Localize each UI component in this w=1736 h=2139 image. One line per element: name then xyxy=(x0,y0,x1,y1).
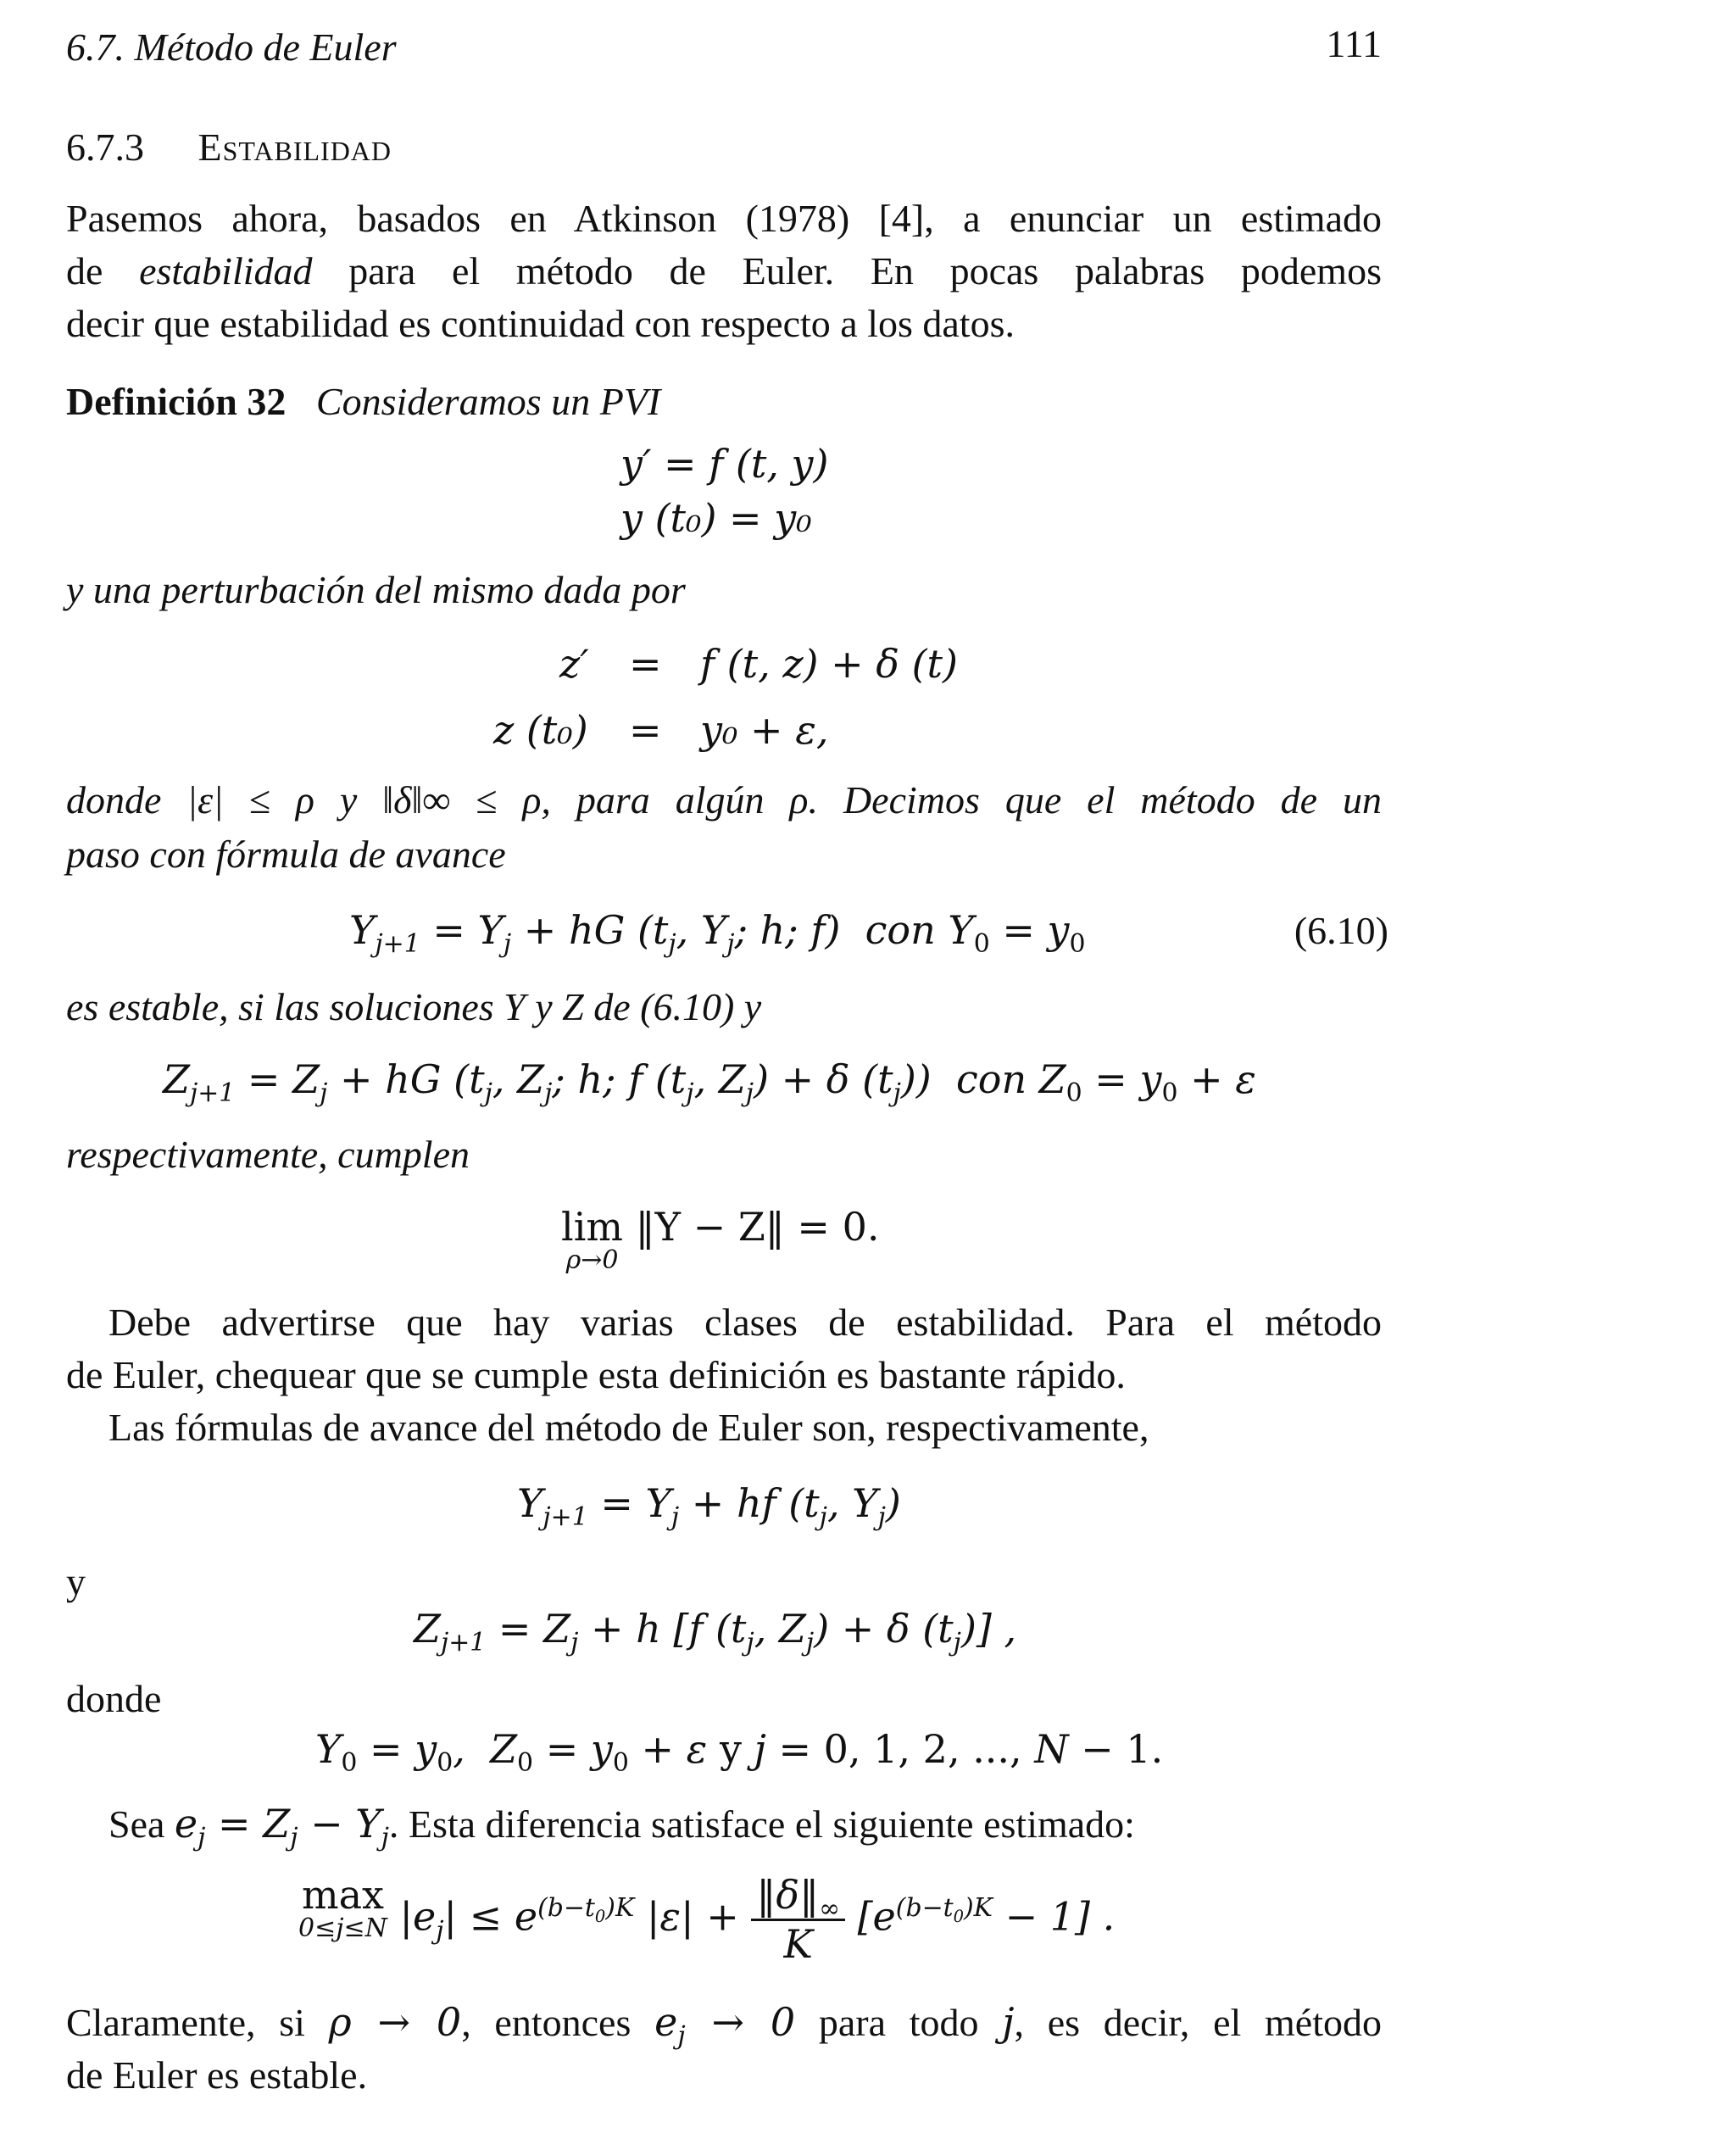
equation-perturbed-ic-equals: = xyxy=(629,707,662,753)
paragraph-4-line-1: Claramente, si ρ → 0, entonces $e_j \to 0$ para todo j, es decir, el método xyxy=(66,1999,1382,2052)
equation-euler-Z: $Z_{j+1} = Z_j + h$ [f ($t_j$, $Z_j) + \delta$ $(t_j)$] , xyxy=(414,1606,1017,1658)
connector-y: y xyxy=(66,1560,86,1603)
estable-text: es estable, si las soluciones Y y Z de (6.10) y xyxy=(66,985,762,1028)
max-operator: max 0≤j≤N xyxy=(298,1872,387,1944)
intro-line-1: Pasemos ahora, basados en Atkinson (1978) [4], a enunciar un estimado xyxy=(66,197,1382,240)
equation-perturbed-equals: = xyxy=(629,641,662,687)
paragraph-2-line-1: Las fórmulas de avance del método de Euler son, respectivamente, xyxy=(108,1406,1149,1449)
page-number: 111 xyxy=(1326,22,1382,65)
intro-line-3: decir que estabilidad es continuidad con respecto a los datos. xyxy=(66,302,1015,345)
equation-ode: y′ = f (t, y) xyxy=(620,441,829,487)
running-header-section: 6.7. Método de Euler xyxy=(66,25,397,69)
paragraph-3: Sea $e_j = Z_j - Y_j$. Esta diferencia satisface el siguiente estimado: xyxy=(108,1801,1135,1853)
subsection-number: 6.7.3 xyxy=(66,125,144,169)
donde-line-2: paso con fórmula de avance xyxy=(66,833,506,876)
equation-error-estimate: max 0≤j≤N $|e_j| \le e^{(b-t_0)K}$ |ε| + $\frac{‖\delta‖_\infty}{K}$ $[e^{(b-t_0)K} - 1]$ . xyxy=(298,1872,1116,1968)
paragraph-1-line-2: de Euler, chequear que se cumple esta definición es bastante rápido. xyxy=(66,1353,1126,1396)
paragraph-1-line-1: Debe advertirse que hay varias clases de estabilidad. Para el método xyxy=(108,1301,1382,1344)
equation-perturbed-ic-left: z (t₀) xyxy=(493,707,588,753)
emphasis-estabilidad: estabilidad xyxy=(139,249,313,292)
definition-lead: Consideramos un PVI xyxy=(315,380,661,423)
definition-label: Definición 32 xyxy=(66,380,287,423)
perturbation-text: y una perturbación del mismo dada por xyxy=(66,568,686,611)
subsection-title: Estabilidad xyxy=(198,125,392,169)
equation-advance-formula: $Y_{j+1} = Y_j$ + hG ($t_j$, $Y_j$; h; f) con $Y_0 = y_0$ xyxy=(349,907,1086,960)
equation-number-6-10: (6.10) xyxy=(1294,909,1388,952)
fraction-delta-over-K: $\frac{‖\delta‖_\infty}{K}$ xyxy=(751,1872,845,1968)
subsection-heading xyxy=(66,124,392,170)
equation-initial-values: $Y_0 = y_0$, $Z_0 = y_0 + \varepsilon$ y j = 0, 1, 2, ..., N − 1. xyxy=(315,1726,1164,1779)
equation-initial-condition: y (t₀) = y₀ xyxy=(620,495,812,541)
paragraph-4-line-2: de Euler es estable. xyxy=(66,2053,368,2097)
equation-perturbed-ic-right: y₀ + ε, xyxy=(700,707,829,753)
equation-perturbed-left: z′ xyxy=(559,641,589,687)
respectivamente-text: respectivamente, cumplen xyxy=(66,1133,470,1176)
equation-euler-Y: $Y_{j+1} = Y_j$ + hf ($t_j$, $Y_j$) xyxy=(517,1480,901,1533)
intro-line-2: de estabilidad para el método de Euler. En pocas palabras podemos xyxy=(66,249,1382,292)
donde-line-1: donde |ε| ≤ ρ y ‖δ‖∞ ≤ ρ, para algún ρ. Decimos que el método de un xyxy=(66,778,1382,822)
limit-operator: lim ρ→0 xyxy=(561,1204,624,1276)
equation-perturbed-advance: $Z_{j+1} = Z_j$ + hG ($t_j$, $Z_j$; h; f ($t_j$, $Z_j) + \delta$ $(t_j)$) con $Z_0 = y_0 + \varepsilon$ xyxy=(163,1056,1256,1109)
equation-limit: lim ρ→0 ‖Y − Z‖ = 0. xyxy=(561,1204,880,1276)
connector-donde: donde xyxy=(66,1677,162,1720)
equation-perturbed-right: f (t, z) + δ (t) xyxy=(700,641,958,687)
definition-heading xyxy=(66,378,660,425)
